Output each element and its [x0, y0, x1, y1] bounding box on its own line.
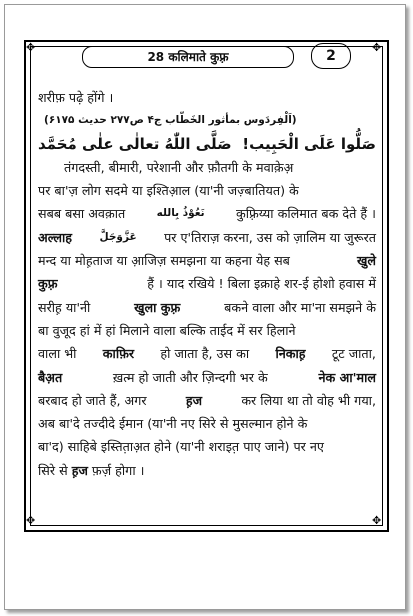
ornament-icon: ✥: [26, 41, 36, 54]
text-line: पर बा'ज़ लोग सदमे या इश्तिआ़ल (या'नी जज़्बातियत) के: [38, 183, 299, 199]
ornament-icon: ✥: [26, 514, 36, 527]
text-line: सिरे से ह़ज फ़र्ज़ होगा ।: [38, 462, 145, 478]
page-body: [38, 86, 376, 482]
ornament-icon: ✥: [372, 514, 382, 527]
text-line: बैअ़त ख़त्म हो जाती और ज़िन्दगी भर के नेक आ'माल: [38, 369, 376, 385]
text-line: तंगदस्ती, बीमारी, परेशानी और फ़ौतगी के मवाक़ेअ़: [64, 159, 294, 175]
text-line: अब बा'दे तज्दीदे ईमान (या'नी नए सिरे से मुसल्मान होने के: [38, 416, 308, 432]
ornament-icon: ✥: [372, 41, 382, 54]
text-line: अल्लाह عَزَّوَجَلَّ पर ए'तिराज़ करना, उस को ज़ालिम या जुरूरत: [38, 229, 376, 245]
text-line: बा'द) साहिबे इस्तित़ाअ़त होने (या'नी शराइत़ पाए जाने) पर नए: [38, 439, 324, 455]
text-line: वाला भी काफ़िर हो जाता है, उस का निकाह़ टूट जाता,: [38, 346, 376, 362]
book-title: 28 कलिमाते कुफ़्र: [82, 46, 294, 68]
page-number: 2: [311, 43, 351, 69]
reference-line: (اَلْفِردَوس بمأثور الخَطّاب ج۴ ص۲۷۷ حديث ۶۱۷۵): [44, 114, 297, 127]
text-line: सरीह़ या'नी खुला कुफ़्र बकने वाला और मा'ना समझने के: [38, 299, 376, 315]
text-line: शरीफ़ पढ़े होंगे ।: [38, 90, 114, 105]
text-line: बा वुजूद हां में हां मिलाने वाला बल्कि ताईद में सर हिलाने: [38, 322, 296, 338]
durood-line: صَلَّی اللّٰهُ تعالٰی علٰی مُحَمَّد صَلُّوا عَلَی الْحَبِیب!: [38, 134, 376, 153]
text-line: कुफ़्र हैं । याद रखिये ! बिला इक्राहे शर-ई होशो हवास में: [38, 276, 376, 292]
text-line: मन्द या मोह़ताज या आ़जिज़ समझना या कहना येह सब खुले: [38, 253, 376, 269]
text-line: सबब बसा अवक़ात نَعُوْذُ بِالله कुफ़्रिय्या कलिमात बक देते हैं ।: [38, 206, 376, 222]
text-line: बरबाद हो जाते हैं, अगर ह़ज कर लिया था तो वोह भी गया,: [38, 392, 376, 408]
